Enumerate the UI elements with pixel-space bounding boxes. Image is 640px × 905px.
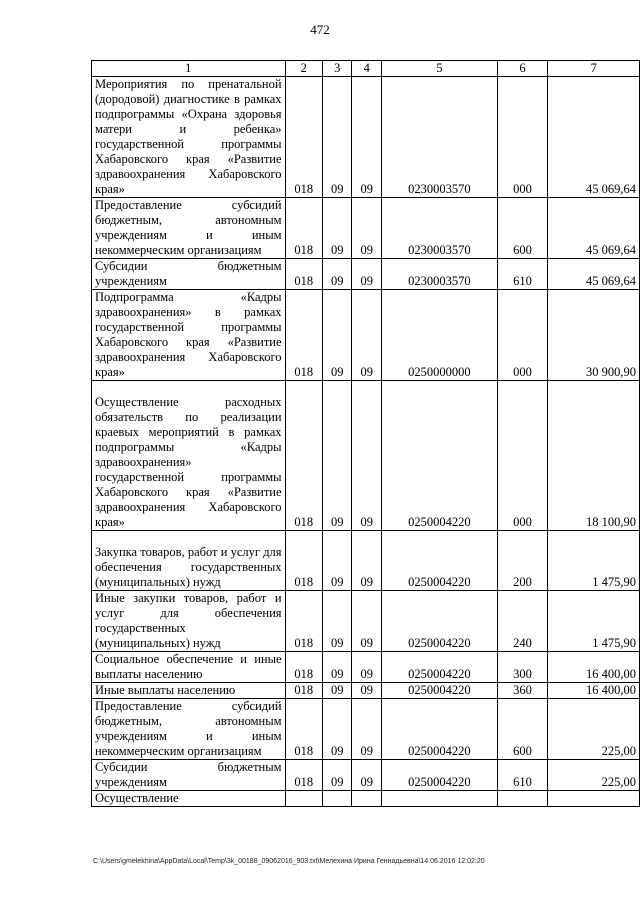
row-description-text: Осуществление <box>95 791 179 805</box>
target-article-code: 0250004220 <box>381 699 497 760</box>
row-description-text: Предоставление субсидий бюджетным, автономным учреждениям и иным некоммерческим организациям <box>95 198 282 257</box>
row-description <box>92 652 286 683</box>
table-row <box>92 531 640 591</box>
row-description-text: Подпрограмма «Кадры здравоохранения» в рамках государственной программы Хабаровского края «Развитие здравоохранения Хабаровского края» <box>95 290 282 379</box>
section-code: 09 <box>322 652 352 683</box>
target-article-code: 0250004220 <box>381 591 497 652</box>
table-row <box>92 290 640 381</box>
amount-cell: 45 069,64 <box>548 198 640 259</box>
expense-type-code: 600 <box>497 198 548 259</box>
target-article-code <box>381 791 497 807</box>
row-description <box>92 791 286 807</box>
row-description <box>92 259 286 290</box>
amount-cell: 45 069,64 <box>548 77 640 198</box>
subsection-code: 09 <box>352 652 382 683</box>
expense-type-code: 000 <box>497 381 548 531</box>
table-row <box>92 652 640 683</box>
section-code: 09 <box>322 77 352 198</box>
column-header: 1 <box>92 61 286 77</box>
page-number: 472 <box>310 22 330 37</box>
section-code: 09 <box>322 591 352 652</box>
table-row <box>92 381 640 531</box>
table-row <box>92 77 640 198</box>
amount-cell: 1 475,90 <box>548 531 640 591</box>
target-article-code: 0250004220 <box>381 652 497 683</box>
ministry-code: 018 <box>285 259 322 290</box>
row-description <box>92 290 286 381</box>
column-header: 3 <box>322 61 352 77</box>
amount-cell: 225,00 <box>548 760 640 791</box>
subsection-code: 09 <box>352 683 382 699</box>
table-row <box>92 699 640 760</box>
subsection-code: 09 <box>352 531 382 591</box>
section-code: 09 <box>322 198 352 259</box>
subsection-code: 09 <box>352 381 382 531</box>
expense-type-code: 360 <box>497 683 548 699</box>
section-code <box>322 791 352 807</box>
subsection-code <box>352 791 382 807</box>
file-path-footer: C:\Users\gmelekhina\AppData\Local\Temp\3k_00188_09062016_903.txt\Мелехина Ирина Геннадьевна\14.06.2016 12:02:20 <box>93 858 485 865</box>
expense-type-code: 000 <box>497 77 548 198</box>
row-description-text: Субсидии бюджетным учреждениям <box>95 760 282 789</box>
ministry-code: 018 <box>285 381 322 531</box>
row-description <box>92 760 286 791</box>
ministry-code: 018 <box>285 652 322 683</box>
table-row <box>92 791 640 807</box>
section-code: 09 <box>322 531 352 591</box>
column-header: 6 <box>497 61 548 77</box>
expense-type-code: 300 <box>497 652 548 683</box>
row-description-text: Предоставление субсидий бюджетным, автономным учреждениям и иным некоммерческим организациям <box>95 699 282 758</box>
section-code: 09 <box>322 760 352 791</box>
target-article-code: 0250004220 <box>381 760 497 791</box>
amount-cell: 16 400,00 <box>548 652 640 683</box>
row-description <box>92 683 286 699</box>
amount-cell: 45 069,64 <box>548 259 640 290</box>
target-article-code: 0230003570 <box>381 259 497 290</box>
row-description-text: Иные выплаты населению <box>95 683 236 697</box>
section-code: 09 <box>322 290 352 381</box>
row-description <box>92 77 286 198</box>
row-description <box>92 591 286 652</box>
section-code: 09 <box>322 381 352 531</box>
row-description-text: Социальное обеспечение и иные выплаты населению <box>95 652 282 681</box>
row-description-text: Закупка товаров, работ и услуг для обеспечения государственных (муниципальных) нужд <box>95 545 282 589</box>
ministry-code: 018 <box>285 77 322 198</box>
expense-type-code: 200 <box>497 531 548 591</box>
table-row <box>92 259 640 290</box>
ministry-code: 018 <box>285 290 322 381</box>
subsection-code: 09 <box>352 77 382 198</box>
amount-cell: 30 900,90 <box>548 290 640 381</box>
row-description <box>92 198 286 259</box>
ministry-code: 018 <box>285 699 322 760</box>
row-description <box>92 699 286 760</box>
row-description-text: Иные закупки товаров, работ и услуг для обеспечения государственных (муниципальных) нужд <box>95 591 282 650</box>
ministry-code: 018 <box>285 760 322 791</box>
amount-cell: 225,00 <box>548 699 640 760</box>
table-header-row <box>92 61 640 77</box>
column-header: 2 <box>285 61 322 77</box>
expense-type-code: 000 <box>497 290 548 381</box>
subsection-code: 09 <box>352 290 382 381</box>
row-description <box>92 381 286 531</box>
amount-cell <box>548 791 640 807</box>
row-description-text: Субсидии бюджетным учреждениям <box>95 259 282 288</box>
row-description <box>92 531 286 591</box>
budget-table <box>91 60 640 807</box>
amount-cell: 1 475,90 <box>548 591 640 652</box>
expense-type-code: 610 <box>497 760 548 791</box>
column-header: 4 <box>352 61 382 77</box>
ministry-code: 018 <box>285 198 322 259</box>
ministry-code: 018 <box>285 683 322 699</box>
subsection-code: 09 <box>352 259 382 290</box>
row-description-text: Мероприятия по пренатальной (дородовой) диагностике в рамках подпрограммы «Охрана здоровья матери и ребенка» государственной программы Хабаровского края «Развитие здравоохранения Хабаровского края» <box>95 77 282 196</box>
target-article-code: 0250004220 <box>381 683 497 699</box>
subsection-code: 09 <box>352 591 382 652</box>
column-header: 7 <box>548 61 640 77</box>
expense-type-code: 240 <box>497 591 548 652</box>
subsection-code: 09 <box>352 198 382 259</box>
ministry-code <box>285 791 322 807</box>
ministry-code: 018 <box>285 531 322 591</box>
target-article-code: 0250004220 <box>381 381 497 531</box>
subsection-code: 09 <box>352 760 382 791</box>
expense-type-code <box>497 791 548 807</box>
table-row <box>92 591 640 652</box>
expense-type-code: 610 <box>497 259 548 290</box>
table-row <box>92 198 640 259</box>
section-code: 09 <box>322 699 352 760</box>
table-row <box>92 760 640 791</box>
subsection-code: 09 <box>352 699 382 760</box>
expense-type-code: 600 <box>497 699 548 760</box>
column-header: 5 <box>381 61 497 77</box>
ministry-code: 018 <box>285 591 322 652</box>
target-article-code: 0230003570 <box>381 77 497 198</box>
amount-cell: 16 400,00 <box>548 683 640 699</box>
target-article-code: 0230003570 <box>381 198 497 259</box>
table-row <box>92 683 640 699</box>
target-article-code: 0250004220 <box>381 531 497 591</box>
target-article-code: 0250000000 <box>381 290 497 381</box>
section-code: 09 <box>322 259 352 290</box>
amount-cell: 18 100,90 <box>548 381 640 531</box>
section-code: 09 <box>322 683 352 699</box>
row-description-text: Осуществление расходных обязательств по реализации краевых мероприятий в рамках подпрограммы «Кадры здравоохранения» государственной программы Хабаровского края «Развитие здравоохранения Хабаровского края» <box>95 395 282 529</box>
